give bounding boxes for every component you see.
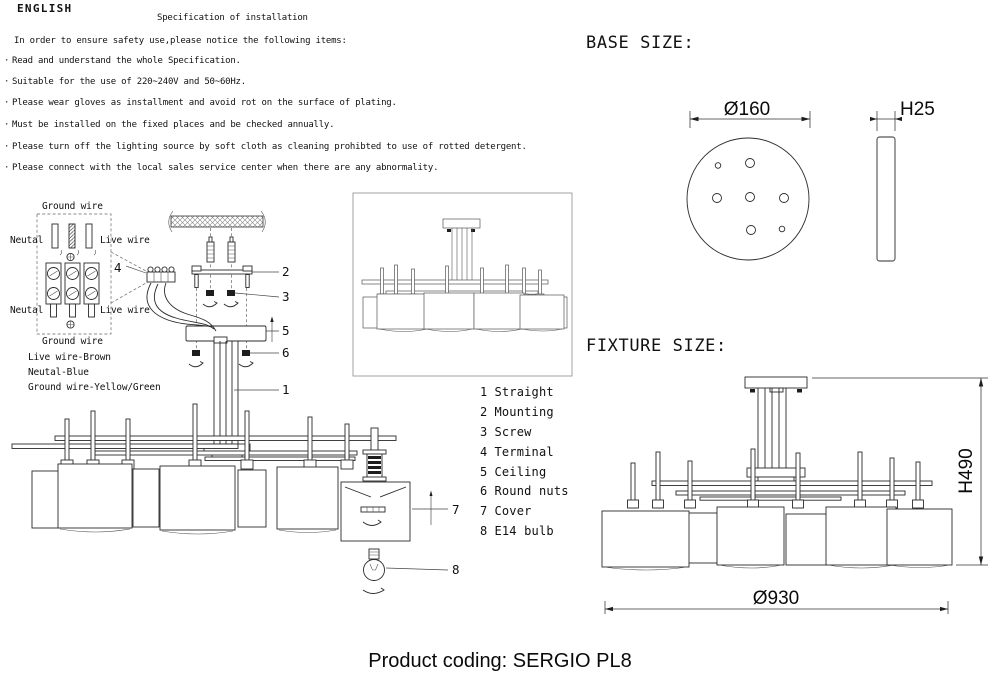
page-title: Specification of installation [157,13,308,23]
instruction-text: Please wear gloves as installment and avoid rot on the surface of plating. [12,98,397,108]
part-number: 5 [480,464,488,479]
neutral-bottom-label: Neutal [10,305,44,316]
base-diameter-dim: Ø160 [723,99,771,120]
part-number: 7 [480,504,488,519]
instruction-text: Suitable for the use of 220~240V and 50~60Hz. [12,77,246,87]
legend-live-wire: Live wire-Brown [28,352,111,363]
base-size-drawing [687,99,935,261]
callout-8: 8 [452,562,460,577]
part-name: Round nuts [494,484,569,499]
neutral-top-label: Neutal [10,235,44,246]
instruction-text: Please connect with the local sales service center when there are any abnormality. [12,163,439,173]
callout-5: 5 [282,323,290,338]
part-number: 2 [480,404,488,419]
instruction-text: Must be installed on the fixed places and be checked annually. [12,120,335,130]
callout-3: 3 [282,289,290,304]
bullet: · [4,98,10,108]
bullet: · [4,120,10,130]
bullet: · [4,77,10,87]
part-name: Straight [494,385,554,399]
bullet: · [4,163,10,173]
fixture-size-drawing [602,377,988,614]
ground-wire-top-label: Ground wire [42,201,103,212]
part-name: Screw [494,424,532,439]
bullet: · [4,56,10,66]
part-number: 3 [480,424,488,439]
wiring-diagram [10,201,160,393]
part-name: Ceiling [494,464,547,479]
callout-6: 6 [282,345,290,360]
part-name: Mounting [494,404,554,419]
callout-4: 4 [114,260,122,275]
product-coding: Product coding: SERGIO PL8 [368,650,632,672]
bullet: · [4,142,10,152]
legend-ground-wire: Ground wire-Yellow/Green [28,382,161,393]
part-number: 4 [480,444,488,459]
ground-wire-bottom-label: Ground wire [42,336,103,347]
callout-1: 1 [282,382,290,397]
callout-7: 7 [452,502,460,517]
fixture-size-heading: FIXTURE SIZE: [586,336,727,356]
fixture-height-dim: H490 [956,448,977,494]
part-number: 8 [480,524,488,539]
legend-neutral-wire: Neutal-Blue [28,367,89,378]
language-label: ENGLISH [17,2,73,15]
base-height-dim: H25 [900,99,935,120]
mini-shades [363,293,567,332]
instruction-text: Please turn off the lighting source by soft cloth as cleaning prohibted to use of rotted detergent. [12,142,527,152]
base-holes [713,159,789,235]
fixture-shades [602,507,952,570]
live-top-label: Live wire [100,235,150,246]
callout-2: 2 [282,264,290,279]
part-name: E14 bulb [494,524,554,539]
part-name: Cover [494,504,532,519]
base-size-heading: BASE SIZE: [586,33,695,53]
part-number: 6 [480,484,488,499]
live-bottom-label: Live wire [100,305,150,316]
instruction-text: Read and understand the whole Specification. [12,56,241,66]
assembled-view-drawing [353,193,572,376]
intro-line: In order to ensure safety use,please notice the following items: [14,36,347,46]
lamp-shades [32,464,338,534]
part-name: Terminal [494,444,554,459]
fixture-diameter-dim: Ø930 [752,588,800,609]
part-number: 1 [480,385,488,399]
